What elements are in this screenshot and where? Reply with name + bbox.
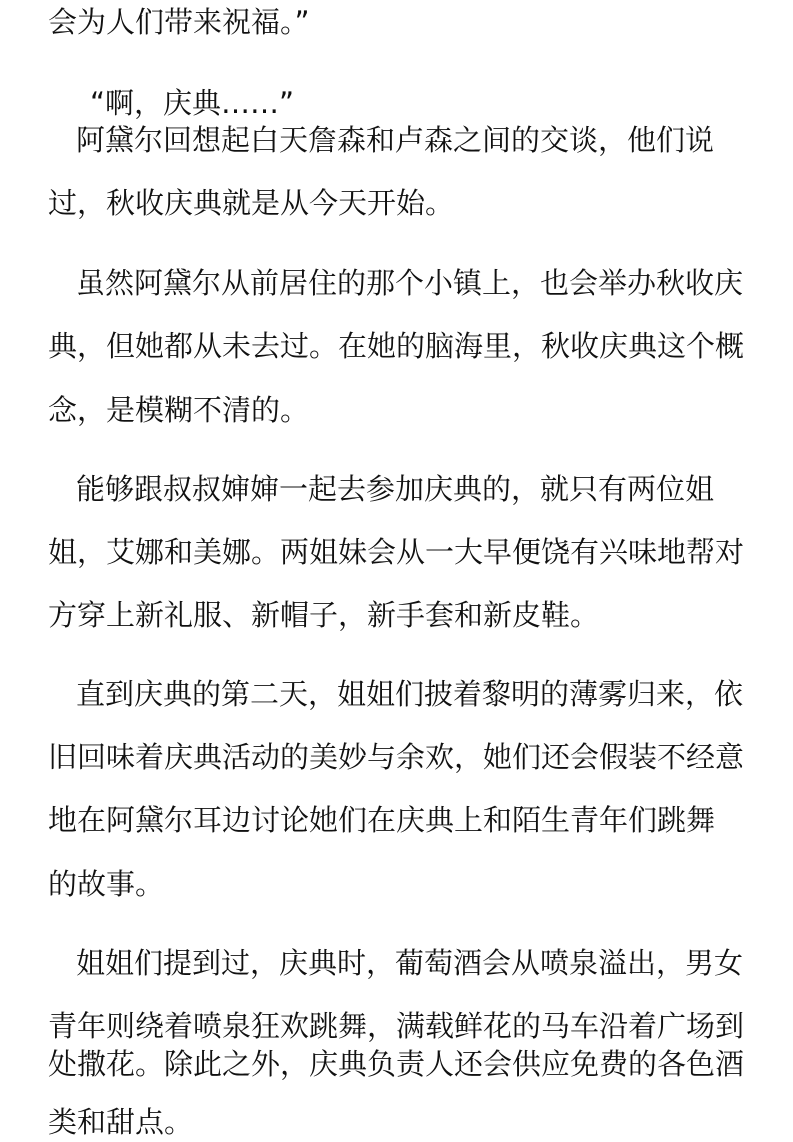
text-line: 阿黛尔回想起白天詹森和卢森之间的交谈，他们说 bbox=[76, 123, 715, 157]
text-line: 会为人们带来祝福。” bbox=[48, 5, 310, 39]
text-line: 地在阿黛尔耳边讨论她们在庆典上和陌生青年们跳舞 bbox=[48, 803, 716, 837]
text-line: 虽然阿黛尔从前居住的那个小镇上，也会举办秋收庆 bbox=[76, 266, 744, 300]
text-line: 方穿上新礼服、新帽子，新手套和新皮鞋。 bbox=[48, 598, 600, 632]
text-line: 的故事。 bbox=[48, 867, 165, 901]
text-line: 能够跟叔叔婶婶一起去参加庆典的，就只有两位姐 bbox=[76, 472, 715, 506]
text-line: 处撒花。除此之外，庆典负责人还会供应免费的各色酒 bbox=[48, 1047, 745, 1081]
text-line: 姐姐们提到过，庆典时，葡萄酒会从喷泉溢出，男女 bbox=[76, 946, 744, 980]
text-line: “啊，庆典……” bbox=[90, 86, 295, 120]
text-line: 青年则绕着喷泉狂欢跳舞，满载鲜花的马车沿着广场到 bbox=[48, 1009, 745, 1043]
text-line: 直到庆典的第二天，姐姐们披着黎明的薄雾归来，依 bbox=[76, 677, 744, 711]
text-line: 过，秋收庆典就是从今天开始。 bbox=[48, 186, 455, 220]
text-line: 旧回味着庆典活动的美妙与余欢，她们还会假装不经意 bbox=[48, 740, 745, 774]
text-line: 典，但她都从未去过。在她的脑海里，秋收庆典这个概 bbox=[48, 329, 745, 363]
text-line: 念，是模糊不清的。 bbox=[48, 393, 310, 427]
text-line: 类和甜点。 bbox=[48, 1105, 194, 1139]
text-line: 姐，艾娜和美娜。两姐妹会从一大早便饶有兴味地帮对 bbox=[48, 535, 745, 569]
